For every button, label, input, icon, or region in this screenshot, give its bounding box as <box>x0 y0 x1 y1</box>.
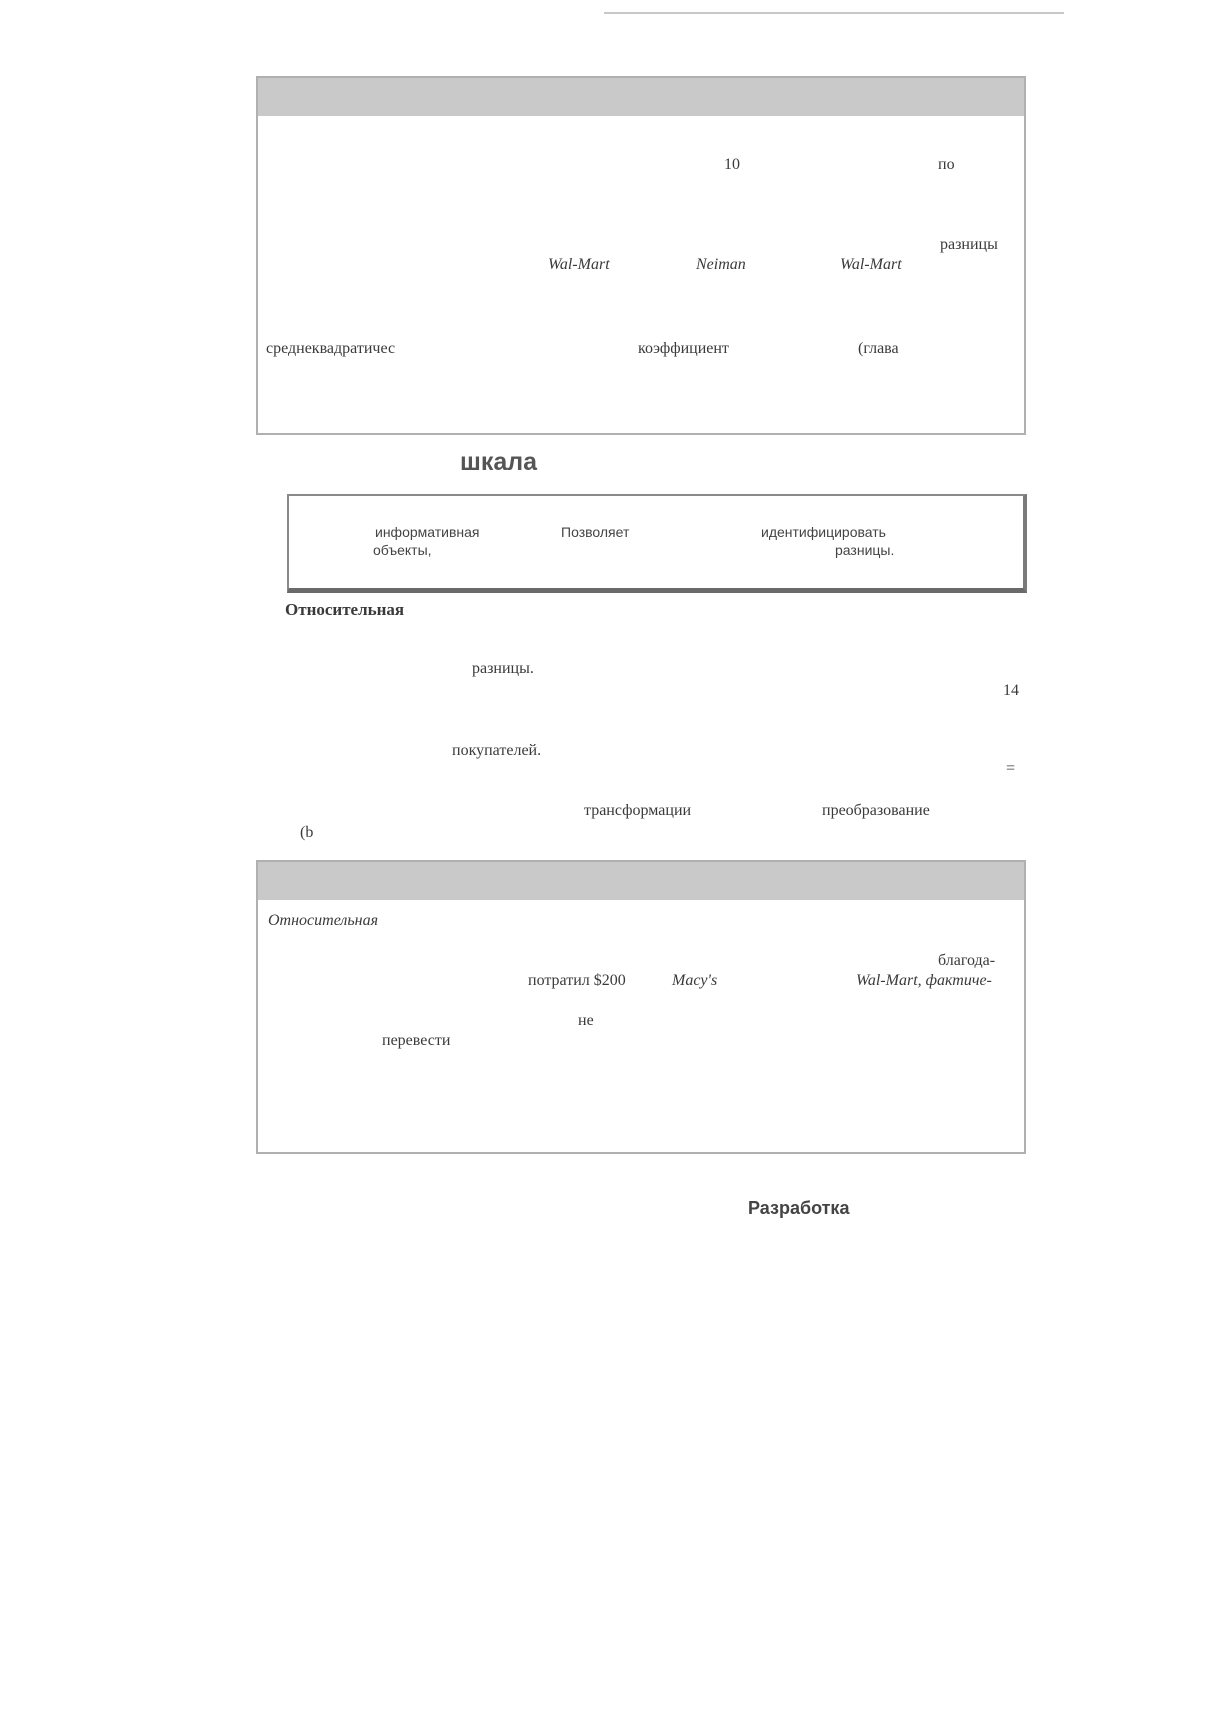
box2-word-relative: Относительная <box>268 912 379 929</box>
scale-cell-informative: информативная <box>375 524 480 540</box>
box2-word-not: не <box>578 1012 594 1029</box>
body-word-equals: = <box>1006 760 1016 777</box>
sidebar-box-1-header <box>258 78 1024 116</box>
sidebar-box-2-header <box>258 862 1024 900</box>
box1-word-po: по <box>938 156 955 173</box>
scale-cell-objects: объекты, <box>373 542 432 558</box>
box1-word-rms: среднеквадратичес <box>266 340 396 357</box>
relative-scale-heading: Относительная <box>285 600 405 619</box>
box2-word-translate: перевести <box>382 1032 451 1049</box>
body-word-b: (b <box>300 824 314 841</box>
scale-box <box>287 494 1027 593</box>
box1-word-differences: разницы <box>940 236 998 253</box>
scale-cell-identify: идентифицировать <box>761 524 886 540</box>
body-word-conversion: преобразование <box>822 802 930 819</box>
top-rule <box>604 12 1064 14</box>
box1-word-10: 10 <box>724 156 740 173</box>
section-heading: шкала <box>460 448 538 476</box>
box2-word-spent: потратил $200 <box>528 972 626 989</box>
box2-word-thanks: благода- <box>938 952 996 969</box>
scale-cell-differences: разницы. <box>835 542 895 558</box>
box1-word-walmart-2: Wal-Mart <box>840 256 902 273</box>
development-heading: Разработка <box>748 1198 850 1218</box>
box1-word-walmart-1: Wal-Mart <box>548 256 610 273</box>
body-word-differences: разницы. <box>472 660 534 677</box>
body-word-14: 14 <box>1003 682 1019 699</box>
box2-word-macys: Macy's <box>672 972 718 989</box>
scale-cell-allows: Позволяет <box>561 524 630 540</box>
box1-word-coefficient: коэффициент <box>638 340 729 357</box>
box1-word-neiman: Neiman <box>696 256 746 273</box>
body-word-customers: покупателей. <box>452 742 542 759</box>
box2-word-walmart: Wal-Mart, фактиче- <box>856 972 992 989</box>
sidebar-box-2 <box>256 860 1026 1154</box>
sidebar-box-1 <box>256 76 1026 435</box>
body-word-transformation: трансформации <box>584 802 692 819</box>
box1-word-chapter: (глава <box>858 340 899 357</box>
